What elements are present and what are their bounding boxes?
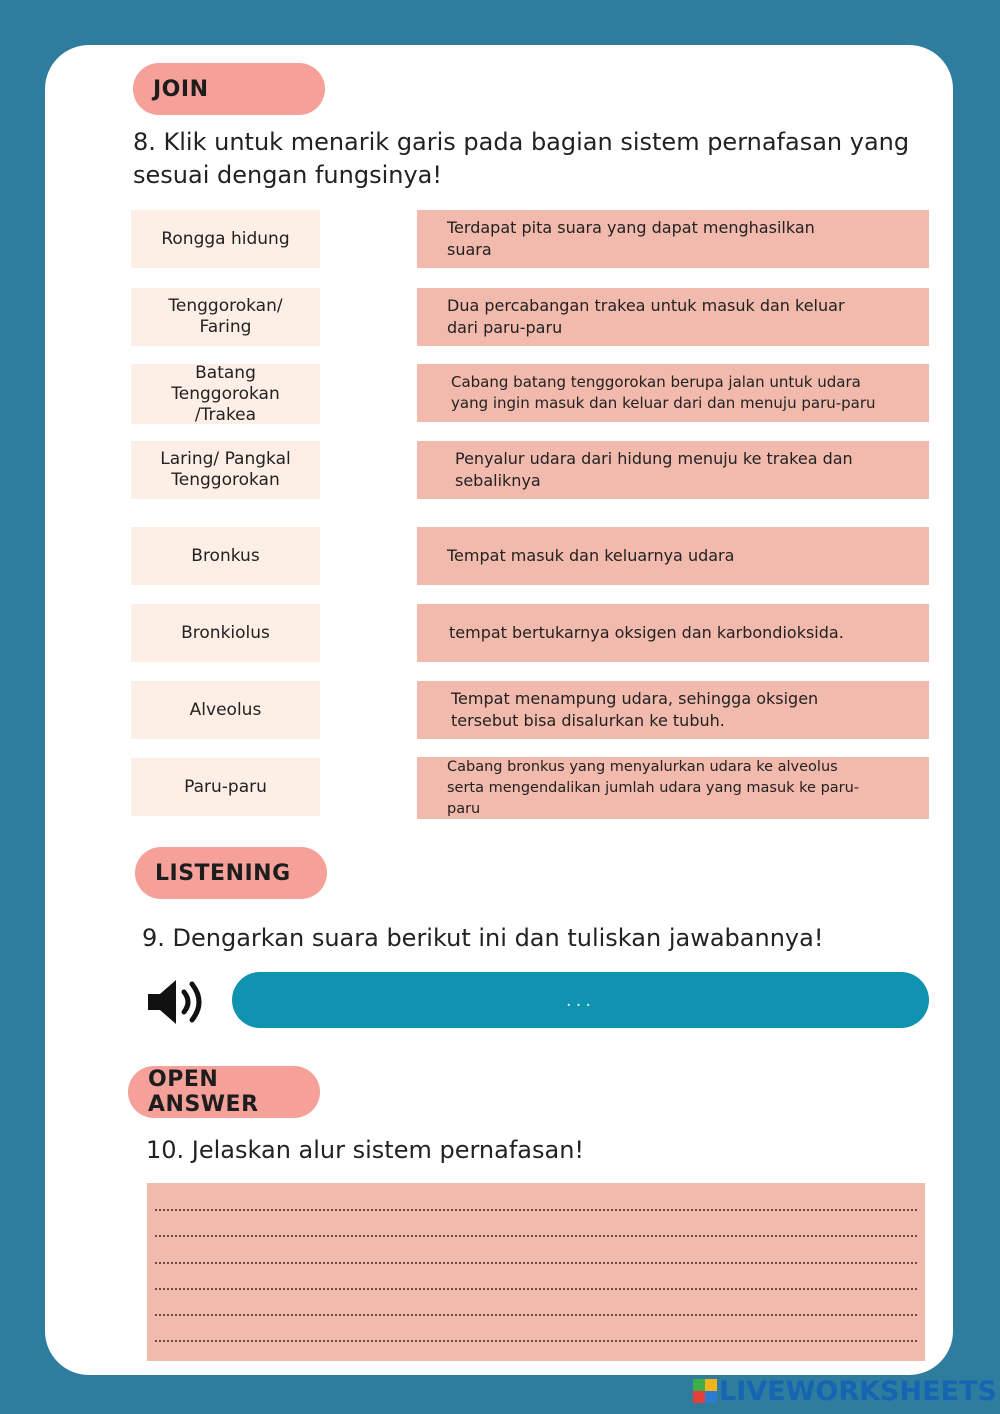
match-right-text: Terdapat pita suara yang dapat menghasilkan [447, 218, 815, 237]
match-right-text: dari paru-paru [447, 318, 563, 337]
question-10: 10. Jelaskan alur sistem pernafasan! [146, 1136, 585, 1164]
match-right-item[interactable] [417, 364, 929, 422]
match-right-text: Cabang bronkus yang menyalurkan udara ke alveolus [447, 758, 838, 775]
match-left-item[interactable] [131, 604, 320, 662]
match-right-item[interactable] [417, 210, 929, 268]
match-left-text: Alveolus [189, 699, 262, 720]
match-left-text: Paru-paru [184, 776, 267, 797]
dotted-line [155, 1340, 917, 1342]
question-8-line-1: 8. Klik untuk menarik garis pada bagian sistem pernafasan yang [133, 128, 910, 156]
dotted-line [155, 1262, 917, 1264]
match-left-item[interactable] [131, 758, 320, 816]
match-left-text: Laring/ Pangkal [160, 449, 291, 469]
match-right-text: Penyalur udara dari hidung menuju ke trakea dan [455, 449, 853, 468]
match-left-item[interactable] [131, 288, 320, 346]
match-right-item[interactable] [417, 757, 929, 819]
match-right-text: Dua percabangan trakea untuk masuk dan keluar [447, 296, 845, 315]
match-right-item[interactable] [417, 681, 929, 739]
match-left-text: Rongga hidung [161, 228, 290, 249]
match-right-text: serta mengendalikan jumlah udara yang masuk ke paru- [447, 779, 860, 796]
match-left-text: Bronkus [191, 545, 260, 566]
match-left-item[interactable] [131, 364, 320, 424]
section-open-answer-label: OPEN ANSWER [148, 1067, 259, 1117]
match-right-text: tempat bertukarnya oksigen dan karbondioksida. [449, 623, 844, 642]
match-right-text: tersebut bisa disalurkan ke tubuh. [451, 711, 725, 730]
question-9: 9. Dengarkan suara berikut ini dan tuliskan jawabannya! [142, 924, 824, 952]
match-right-text: Cabang batang tenggorokan berupa jalan untuk udara [451, 373, 861, 391]
match-left-item[interactable] [131, 527, 320, 585]
speaker-icon[interactable] [142, 974, 208, 1030]
liveworksheets-logo-text: LIVEWORKSHEETS [719, 1375, 997, 1407]
match-left-text: /Trakea [194, 404, 257, 425]
section-listening-pill [135, 847, 327, 899]
match-left-text: Bronkiolus [181, 622, 270, 643]
section-open-answer-pill [128, 1066, 320, 1118]
match-right-text: sebaliknya [455, 471, 541, 490]
match-left-text: Tenggorokan [171, 470, 280, 490]
open-answer-textarea[interactable] [147, 1183, 925, 1361]
dotted-line [155, 1235, 917, 1237]
match-right-item[interactable] [417, 604, 929, 662]
dotted-line [155, 1314, 917, 1316]
match-right-text: Tempat menampung udara, sehingga oksigen [451, 689, 819, 708]
dotted-line [155, 1288, 917, 1290]
liveworksheets-logo [693, 1376, 997, 1406]
match-right-item[interactable] [417, 527, 929, 585]
match-left-text: Faring [199, 317, 252, 337]
liveworksheets-logo-icon [693, 1379, 717, 1403]
question-8 [133, 126, 909, 192]
match-left-item[interactable] [131, 681, 320, 739]
match-right-text: paru [447, 800, 481, 817]
section-join-pill [133, 63, 325, 115]
dotted-line [155, 1209, 917, 1211]
question-8-line-2: sesuai dengan fungsinya! [133, 161, 442, 189]
match-left-text: Tenggorokan/ [168, 296, 283, 316]
match-left-item[interactable] [131, 210, 320, 268]
match-right-item[interactable] [417, 441, 929, 499]
section-join-label: JOIN [153, 76, 209, 102]
section-listening-label: LISTENING [155, 860, 291, 886]
match-left-text: Batang [195, 362, 256, 383]
match-right-item[interactable] [417, 288, 929, 346]
match-left-text: Tenggorokan [171, 383, 280, 404]
audio-answer-value: ... [565, 989, 596, 1011]
audio-answer-input[interactable] [232, 972, 929, 1028]
match-right-text: Tempat masuk dan keluarnya udara [447, 546, 735, 565]
match-right-text: suara [447, 240, 492, 259]
match-left-item[interactable] [131, 441, 320, 499]
match-right-text: yang ingin masuk dan keluar dari dan menuju paru-paru [451, 394, 876, 412]
